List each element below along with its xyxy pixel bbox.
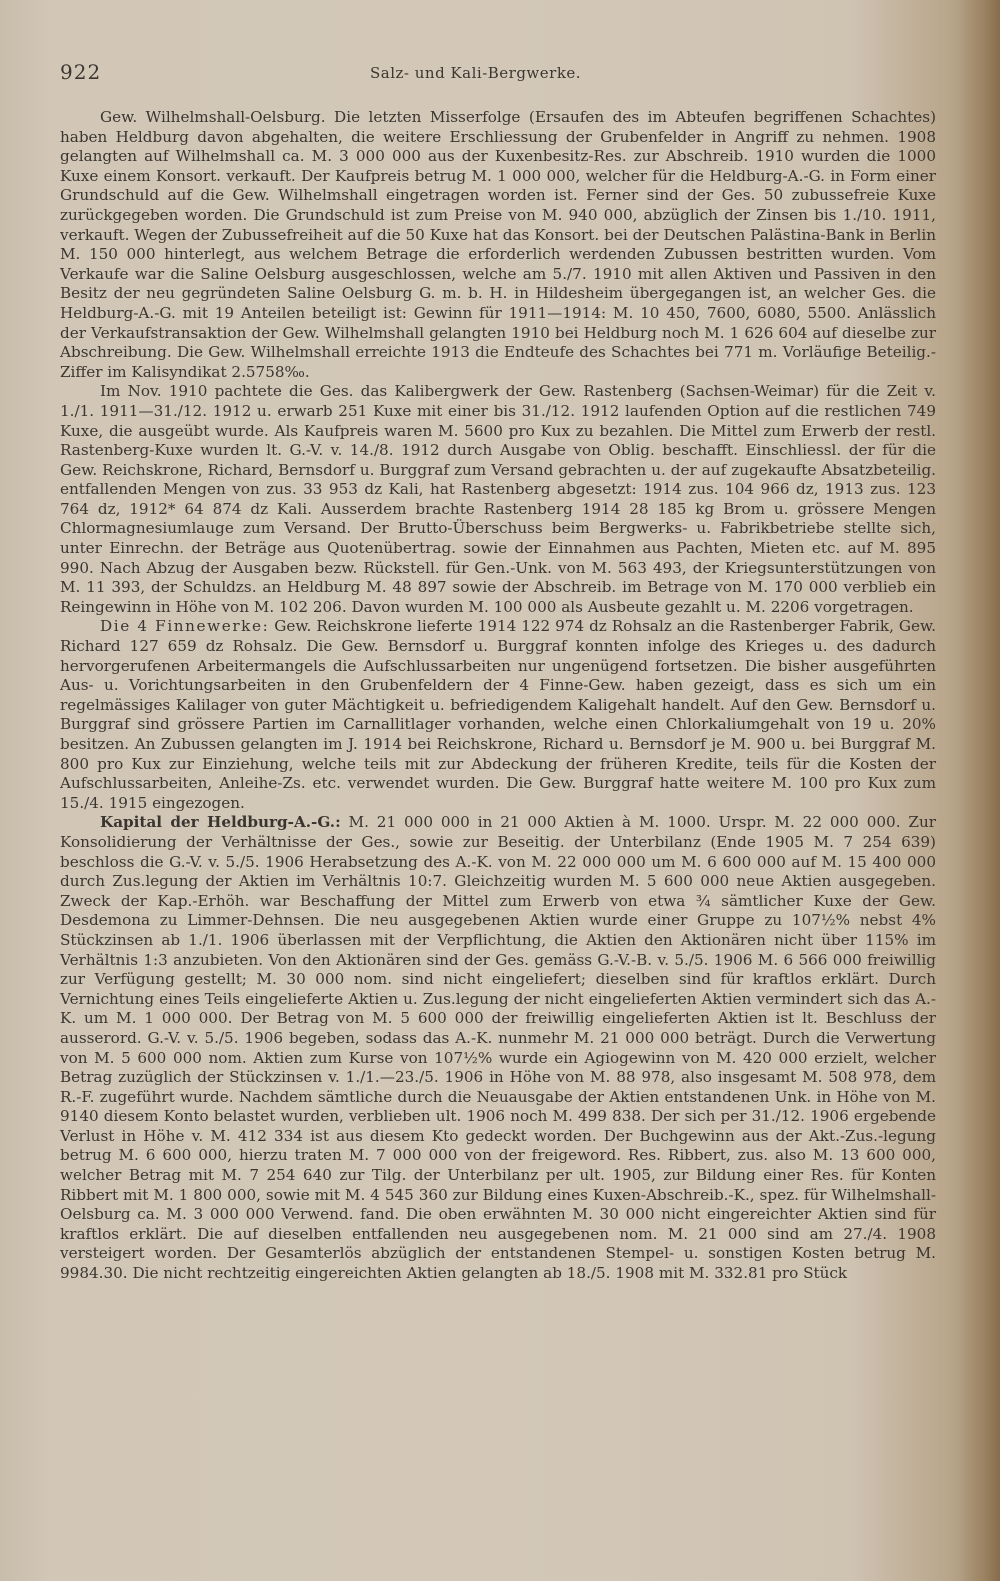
paragraph-kapital: [60, 813, 936, 1283]
body-text: [60, 108, 936, 1284]
page-header: [60, 60, 940, 90]
finnewerke-lead: Die 4 Finnewerke:: [100, 617, 270, 636]
paragraph-wilhelmshall: Gew. Wilhelmshall-Oelsburg. Die letzten Misserfolge (Ersaufen des im Abteufen begriffenen Schachtes) haben Heldburg davon abgehalten, die weitere Erschliessung der Grubenfelder in Angriff zu nehmen. 1908 gelangten auf Wilhelmshall ca. M. 3 000 000 aus der Kuxenbesitz-Res. zur Abschreib. 1910 wurden die 1000 Kuxe einem Konsort. verkauft. Der Kaufpreis betrug M. 1 000 000, welcher für die Heldburg-A.-G. in Form einer Grundschuld auf die Gew. Wilhelmshall eingetragen worden ist. Ferner sind der Ges. 50 zubussefreie Kuxe zurückgegeben worden. Die Grundschuld ist zum Preise von M. 940 000, abzüglich der Zinsen bis 1./10. 1911, verkauft. Wegen der Zubussefreiheit auf die 50 Kuxe hat das Konsort. bei der Deutschen Palästina-Bank in Berlin M. 150 000 hinterlegt, aus welchem Betrage die erforderlich werdenden Zubussen bestritten wurden. Vom Verkaufe war die Saline Oelsburg ausgeschlossen, welche am 5./7. 1910 mit allen Aktiven und Passiven in den Besitz der neu gegründeten Saline Oelsburg G. m. b. H. in Hildesheim übergegangen ist, an welcher Ges. die Heldburg-A.-G. mit 19 Anteilen beteiligt ist: Gewinn für 1911—1914: M. 10 450, 7600, 6080, 5500. Anlässlich der Verkaufstransaktion der Gew. Wilhelmshall gelangten 1910 bei Heldburg noch M. 1 626 604 auf dieselbe zur Abschreibung. Die Gew. Wilhelmshall erreichte 1913 die Endteufe des Schachtes bei 771 m. Vorläufige Beteilig.-Ziffer im Kalisyndikat 2.5758‰.: [60, 108, 936, 381]
kapital-lead: Kapital der Heldburg-A.-G.:: [100, 813, 341, 832]
kapital-text: M. 21 000 000 in 21 000 Aktien à M. 1000. Urspr. M. 22 000 000. Zur Konsolidierung der Verhältnisse der Ges., sowie zur Beseitig. der Unterbilanz (Ende 1905 M. 7 254 639) beschloss die G.-V. v. 5./5. 1906 Herabsetzung des A.-K. von M. 22 000 000 um M. 6 600 000 auf M. 15 400 000 durch Zus.legung der Aktien im Verhältnis 10:7. Gleichzeitig wurden M. 5 600 000 neue Aktien ausgegeben. Zweck der Kap.-Erhöh. war Beschaffung der Mittel zum Erwerb von etwa ¾ sämtlicher Kuxe der Gew. Desdemona zu Limmer-Dehnsen. Die neu ausgegebenen Aktien wurde einer Gruppe zu 107½% nebst 4% Stückzinsen ab 1./1. 1906 überlassen mit der Verpflichtung, die Aktien den Aktionären nicht über 115% im Verhältnis 1:3 anzubieten. Von den Aktionären sind der Ges. gemäss G.-V.-B. v. 5./5. 1906 M. 6 566 000 freiwillig zur Verfügung gestellt; M. 30 000 nom. sind nicht eingeliefert; dieselben sind für kraftlos erklärt. Durch Vernichtung eines Teils eingelieferte Aktien u. Zus.legung der nicht eingelieferten Aktien vermindert sich das A.-K. um M. 1 000 000. Der Betrag von M. 5 600 000 der freiwillig eingelieferten Aktien ist lt. Beschluss der ausserord. G.-V. v. 5./5. 1906 begeben, sodass das A.-K. nunmehr M. 21 000 000 beträgt. Durch die Verwertung von M. 5 600 000 nom. Aktien zum Kurse von 107½% wurde ein Agiogewinn von M. 420 000 erzielt, welcher Betrag zuzüglich der Stückzinsen v. 1./1.—23./5. 1906 in Höhe von M. 88 978, also insgesamt M. 508 978, dem R.-F. zugeführt wurde. Nachdem sämtliche durch die Neuausgabe der Aktien entstandenen Unk. in Höhe von M. 9140 diesem Konto belastet wurden, verblieben ult. 1906 noch M. 499 838. Der sich per 31./12. 1906 ergebende Verlust in Höhe v. M. 412 334 ist aus diesem Kto gedeckt worden. Der Buchgewinn aus der Akt.-Zus.-legung betrug M. 6 600 000, hierzu traten M. 7 000 000 von der freigeword. Res. Ribbert, zus. also M. 13 600 000, welcher Betrag mit M. 7 254 640 zur Tilg. der Unterbilanz per ult. 1905, zur Bildung einer Res. für Konten Ribbert mit M. 1 800 000, sowie mit M. 4 545 360 zur Bildung eines Kuxen-Abschreib.-K., spez. für Wilhelmshall-Oelsburg ca. M. 3 000 000 Verwend. fand. Die oben erwähnten M. 30 000 nicht eingereichter Aktien sind für kraftlos erklärt. Die auf dieselben entfallenden neu ausgegebenen nom. M. 21 000 sind am 27./4. 1908 versteigert worden. Der Gesamterlös abzüglich der entstandenen Stempel- u. sonstigen Kosten betrug M. 9984.30. Die nicht rechtzeitig eingereichten Aktien gelangten ab 18./5. 1908 mit M. 332.81 pro Stück: [60, 813, 936, 1283]
running-title: Salz- und Kali-Bergwerke.: [370, 64, 582, 82]
paragraph-finnewerke: [60, 617, 936, 813]
finnewerke-text: Gew. Reichskrone lieferte 1914 122 974 dz Rohsalz an die Rastenberger Fabrik, Gew. Richard 127 659 dz Rohsalz. Die Gew. Bernsdorf u. Burggraf konnten infolge des Krieges u. des dadurch hervorgerufenen Arbeitermangels die Aufschlussarbeiten nur ungenügend fortsetzen. Die bisher ausgeführten Aus- u. Vorichtungsarbeiten in den Grubenfeldern der 4 Finne-Gew. haben gezeigt, dass es sich um ein regelmässiges Kalilager von guter Mächtigkeit u. befriedigendem Kaligehalt handelt. Auf den Gew. Bernsdorf u. Burggraf sind grössere Partien im Carnallitlager vorhanden, welche einen Chlorkaliumgehalt von 19 u. 20% besitzen. An Zubussen gelangten im J. 1914 bei Reichskrone, Richard u. Bernsdorf je M. 900 u. bei Burggraf M. 800 pro Kux zur Einziehung, welche teils mit zur Abdeckung der früheren Kredite, teils für die Kosten der Aufschlussarbeiten, Anleihe-Zs. etc. verwendet wurden. Die Gew. Burggraf hatte weitere M. 100 pro Kux zum 15./4. 1915 eingezogen.: [60, 617, 936, 812]
page-number: 922: [60, 60, 102, 84]
paragraph-rastenberg: Im Nov. 1910 pachtete die Ges. das Kalibergwerk der Gew. Rastenberg (Sachsen-Weimar) für die Zeit v. 1./1. 1911—31./12. 1912 u. erwarb 251 Kuxe mit einer bis 31./12. 1912 laufenden Option auf die restlichen 749 Kuxe, die ausgeübt wurde. Als Kaufpreis waren M. 5600 pro Kux zu bezahlen. Die Mittel zum Erwerb der restl. Rastenberg-Kuxe wurden lt. G.-V. v. 14./8. 1912 durch Ausgabe von Oblig. beschafft. Einschliessl. der für die Gew. Reichskrone, Richard, Bernsdorf u. Burggraf zum Versand gebrachten u. der auf zugekaufte Absatzbeteilig. entfallenden Mengen von zus. 33 953 dz Kali, hat Rastenberg abgesetzt: 1914 zus. 104 966 dz, 1913 zus. 123 764 dz, 1912* 64 874 dz Kali. Ausserdem brachte Rastenberg 1914 28 185 kg Brom u. grössere Mengen Chlormagnesiumlauge zum Versand. Der Brutto-Überschuss beim Bergwerks- u. Fabrikbetriebe stellte sich, unter Einrechn. der Beträge aus Quotenübertrag. sowie der Einnahmen aus Pachten, Mieten etc. auf M. 895 990. Nach Abzug der Ausgaben bezw. Rückstell. für Gen.-Unk. von M. 563 493, der Kriegsunterstützungen von M. 11 393, der Schuldzs. an Heldburg M. 48 897 sowie der Abschreib. im Betrage von M. 170 000 verblieb ein Reingewinn in Höhe von M. 102 206. Davon wurden M. 100 000 als Ausbeute gezahlt u. M. 2206 vorgetragen.: [60, 382, 936, 616]
